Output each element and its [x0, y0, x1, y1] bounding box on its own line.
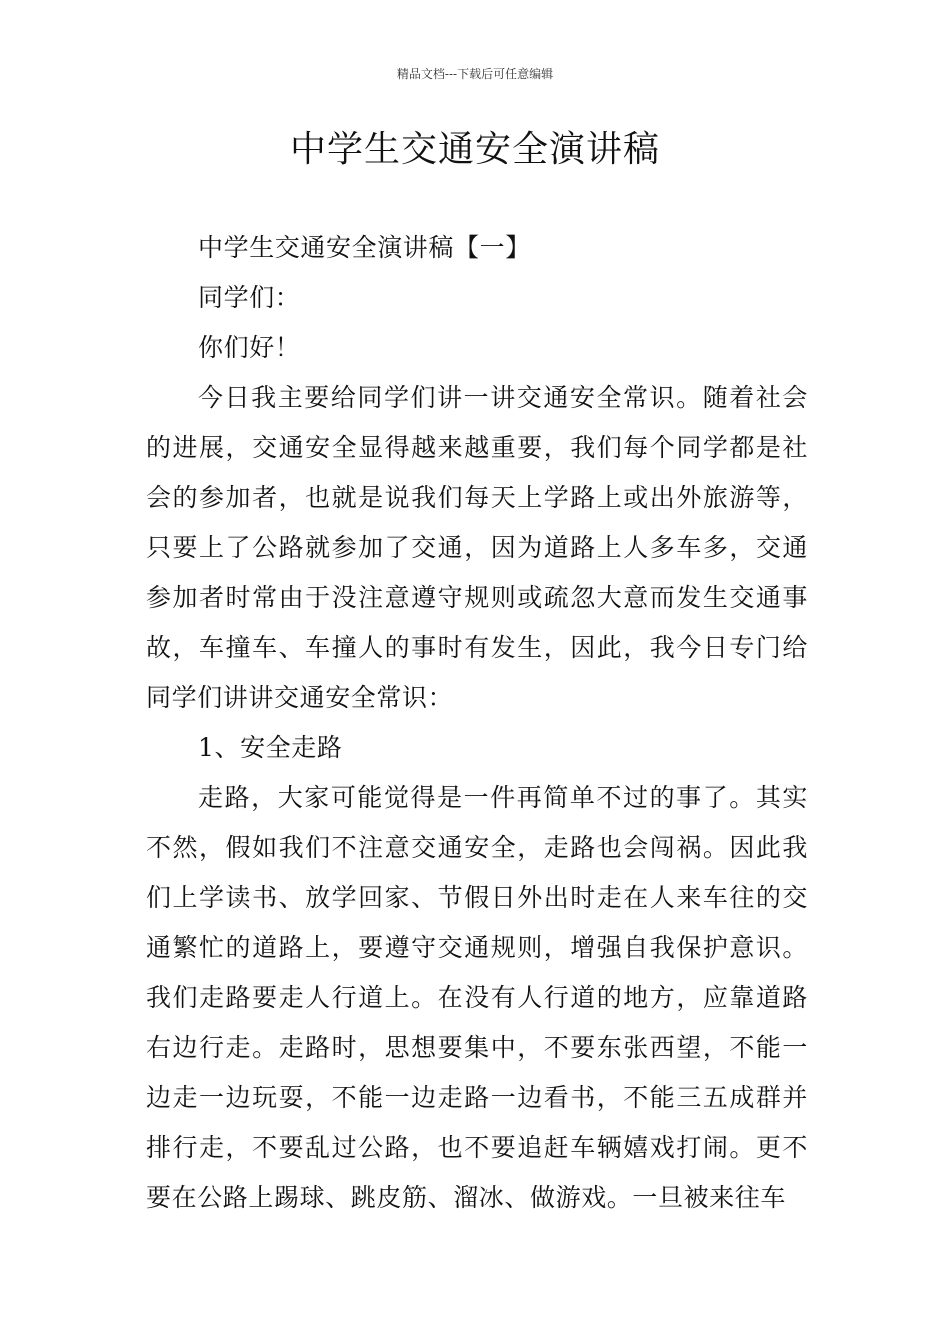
subsection-heading: 1、安全走路 [198, 733, 343, 762]
salutation: 同学们： [198, 283, 301, 312]
header-note: 精品文档---下载后可任意编辑 [396, 67, 554, 81]
document-title: 中学生交通安全演讲稿 [289, 129, 660, 170]
paragraph: 走路，大家可能觉得是一件再简单不过的事了。其实不然，假如我们不注意交通安全，走路也会闯祸。因此我们上学读书、放学回家、节假日外出时走在人来车往的交通繁忙的道路上，要遵守交通规则，增强自我保护意识。我们走路要走人行道上。在没有人行道的地方，应靠道路右边行走。走路时，思想要集中，不要东张西望，不能一边走一边玩耍，不能一边走路一边看书，不能三五成群并排行走，不要乱过公路，也不要追赶车辆嬉戏打闹。更不要在公路上踢球、跳皮筋、溜冰、做游戏。一旦被来往车 [146, 783, 808, 1212]
section-heading: 中学生交通安全演讲稿【一】 [198, 233, 531, 262]
document-body [146, 223, 808, 1223]
paragraph: 今日我主要给同学们讲一讲交通安全常识。随着社会的进展，交通安全显得越来越重要，我们每个同学都是社会的参加者，也就是说我们每天上学路上或出外旅游等，只要上了公路就参加了交通，因为道路上人多车多，交通参加者时常由于没注意遵守规则或疏忽大意而发生交通事故，车撞车、车撞人的事时有发生，因此，我今日专门给同学们讲讲交通安全常识： [146, 383, 808, 712]
greeting: 你们好！ [198, 333, 301, 362]
